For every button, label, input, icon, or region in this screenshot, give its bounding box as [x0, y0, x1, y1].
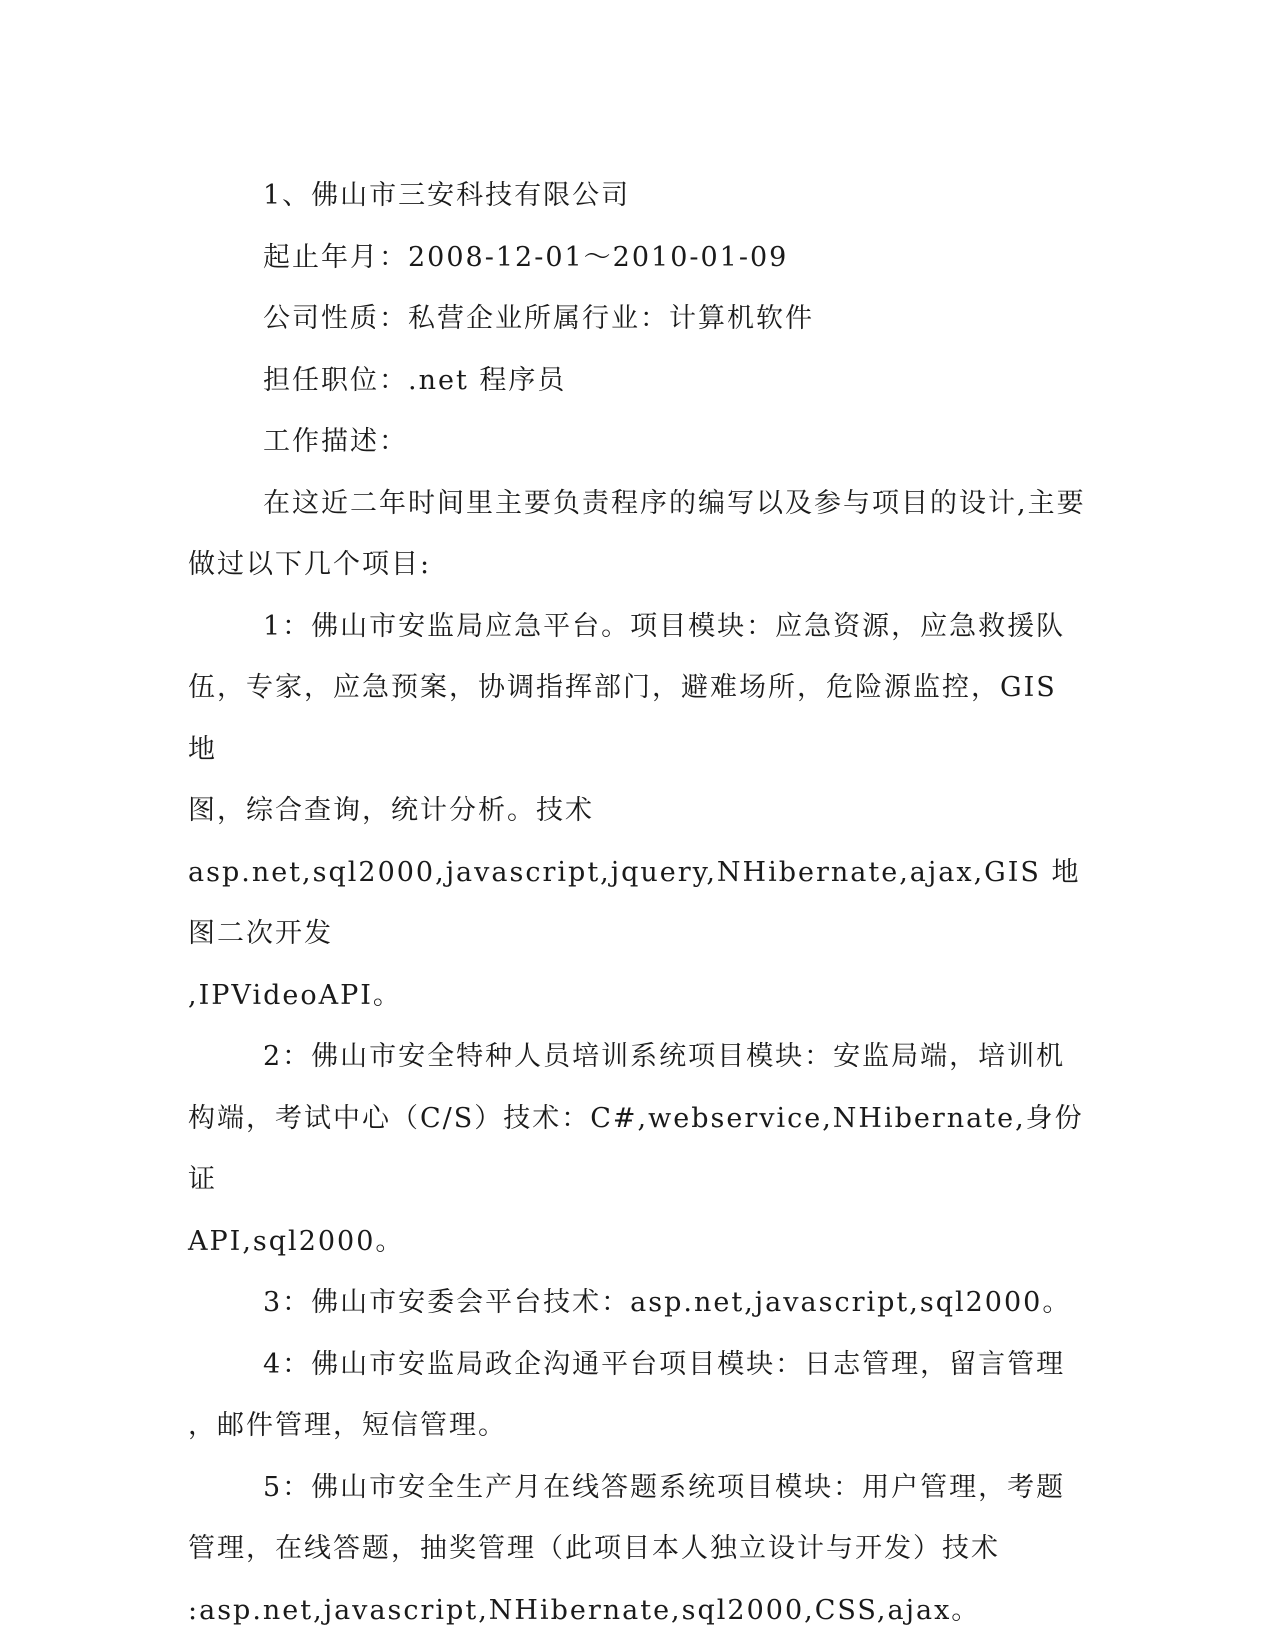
project-1-line-3: 图，综合查询，统计分析。技术	[188, 795, 594, 826]
project-3-line-1: 3：佛山市安委会平台技术：asp.net,javascript,sql2000。	[263, 1287, 1072, 1318]
project-1-line-1: 1：佛山市安监局应急平台。项目模块：应急资源，应急救援队	[263, 610, 1066, 642]
project-2-line-2: 构端，考试中心（C/S）技术：C#,webservice,NHibernate,身份证	[188, 1102, 1084, 1195]
company-name: 1、佛山市三安科技有限公司	[263, 180, 631, 211]
project-4-line-1: 4：佛山市安监局政企沟通平台项目模块：日志管理，留言管理	[263, 1348, 1066, 1380]
intro-line-1: 在这近二年时间里主要负责程序的编写以及参与项目的设计,主要	[263, 487, 1086, 519]
project-1-line-5: ,IPVideoAPI。	[188, 979, 402, 1011]
project-2-line-1: 2：佛山市安全特种人员培训系统项目模块：安监局端，培训机	[263, 1041, 1066, 1072]
company-nature: 公司性质：私营企业所属行业：计算机软件	[263, 303, 814, 334]
project-4-line-2: ，邮件管理，短信管理。	[188, 1410, 507, 1441]
project-1-line-4: asp.net,sql2000,javascript,jquery,NHibernate,ajax,GIS 地图二次开发	[188, 856, 1081, 949]
project-2-line-3: API,sql2000。	[188, 1225, 405, 1257]
project-5-line-2: 管理，在线答题，抽奖管理（此项目本人独立设计与开发）技术	[188, 1533, 1000, 1564]
intro-line-2: 做过以下几个项目:	[188, 549, 432, 580]
project-5-line-1: 5：佛山市安全生产月在线答题系统项目模块：用户管理，考题	[263, 1471, 1066, 1503]
work-description-label: 工作描述：	[263, 426, 408, 457]
document-body	[188, 165, 1088, 1641]
project-5-line-3: :asp.net,javascript,NHibernate,sql2000,CSS,ajax。	[188, 1594, 981, 1626]
employment-period: 起止年月：2008-12-01～2010-01-09	[263, 241, 789, 273]
project-1-line-2: 伍，专家，应急预案，协调指挥部门，避难场所，危险源监控，GIS 地	[188, 672, 1057, 765]
job-position: 担任职位：.net 程序员	[263, 364, 567, 396]
